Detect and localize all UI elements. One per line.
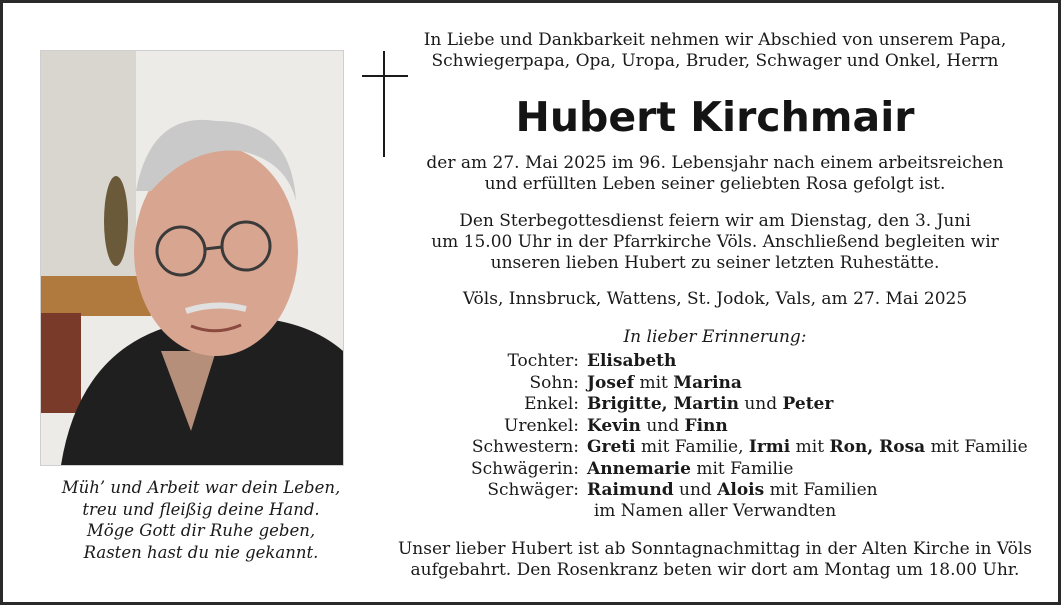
passing-line: und erfüllten Leben seiner geliebten Rosa gefolgt ist. — [484, 174, 946, 194]
relatives-list — [395, 351, 1035, 502]
memory-title: In lieber Erinnerung: — [623, 327, 807, 347]
intro-line: Schwiegerpapa, Opa, Uropa, Bruder, Schwager und Onkel, Herrn — [431, 51, 999, 71]
portrait-photo — [40, 50, 344, 466]
relative-name: Greti — [587, 437, 636, 457]
relative-row — [395, 373, 1035, 395]
relative-label: Schwäger: — [487, 480, 579, 500]
relative-label: Schwestern: — [471, 437, 579, 457]
relative-row — [395, 459, 1035, 481]
relative-name: Irmi — [748, 437, 791, 457]
relative-label: Tochter: — [507, 351, 579, 371]
relative-connector: mit Familien — [764, 480, 878, 500]
relative-names — [587, 480, 878, 502]
relative-row — [395, 394, 1035, 416]
place-date: Völs, Innsbruck, Wattens, St. Jodok, Vals, am 27. Mai 2025 — [462, 289, 968, 309]
memorial-poem — [23, 477, 379, 563]
relative-connector: mit Familie — [690, 458, 794, 479]
relative-connector: und — [738, 394, 783, 414]
relative-connector: mit Familie, — [635, 437, 749, 457]
relative-names — [587, 394, 833, 416]
poem-line: treu und fleißig deine Hand. — [82, 499, 320, 519]
poem-line: Möge Gott dir Ruhe geben, — [86, 521, 316, 540]
relative-connector: und — [673, 480, 718, 500]
passing-line: der am 27. Mai 2025 im 96. Lebensjahr nach einem arbeitsreichen — [426, 153, 1004, 173]
relative-names — [587, 373, 742, 395]
relative-names — [587, 351, 676, 373]
passing-text — [395, 153, 1035, 195]
footer-line: Unser lieber Hubert ist ab Sonntagnachmittag in der Alten Kirche in Völs — [397, 539, 1033, 559]
relative-row — [395, 351, 1035, 373]
intro-line: In Liebe und Dankbarkeit nehmen wir Abschied von unserem Papa, — [423, 30, 1007, 50]
relative-name: Ron, Rosa — [829, 437, 926, 457]
relative-name: Finn — [684, 415, 728, 436]
viewing-notice — [395, 539, 1035, 581]
relative-name: Josef — [587, 372, 635, 393]
poem-line: Rasten hast du nie gekannt. — [83, 542, 319, 562]
relative-name: Marina — [673, 372, 742, 393]
relative-connector: mit — [790, 437, 830, 457]
deceased-name: Hubert Kirchmair — [515, 93, 915, 141]
relative-row — [395, 416, 1035, 438]
footer-line: aufgebahrt. Den Rosenkranz beten wir dort am Montag um 18.00 Uhr. — [410, 560, 1020, 580]
relative-label: Enkel: — [524, 394, 579, 414]
relative-name: Elisabeth — [587, 351, 677, 371]
relative-row — [395, 437, 1035, 459]
relative-connector: und — [640, 415, 685, 436]
relative-name: Peter — [782, 394, 834, 414]
portrait-illustration — [41, 51, 343, 465]
relative-name: Raimund — [587, 480, 674, 500]
intro-text — [395, 30, 1035, 72]
relative-names — [587, 459, 793, 481]
relative-names — [587, 416, 728, 438]
service-line: Den Sterbegottesdienst feiern wir am Dienstag, den 3. Juni — [459, 211, 971, 231]
relative-connector: mit — [634, 372, 674, 393]
service-line: um 15.00 Uhr in der Pfarrkirche Völs. Anschließend begleiten wir — [431, 232, 999, 252]
service-line: unseren lieben Hubert zu seiner letzten Ruhestätte. — [490, 253, 940, 273]
relative-name: Brigitte, Martin — [587, 394, 739, 414]
relative-names — [587, 437, 1028, 459]
closing-line: im Namen aller Verwandten — [593, 501, 837, 521]
relative-name: Annemarie — [587, 458, 691, 479]
relative-name: Kevin — [587, 415, 641, 436]
relative-label: Urenkel: — [504, 415, 579, 436]
service-text — [395, 211, 1035, 274]
relative-label: Schwägerin: — [471, 458, 579, 479]
relative-connector: mit Familie — [925, 437, 1028, 457]
poem-line: Müh’ und Arbeit war dein Leben, — [61, 478, 341, 497]
relative-label: Sohn: — [529, 372, 579, 393]
relative-row — [395, 480, 1035, 502]
relative-name: Alois — [717, 480, 765, 500]
